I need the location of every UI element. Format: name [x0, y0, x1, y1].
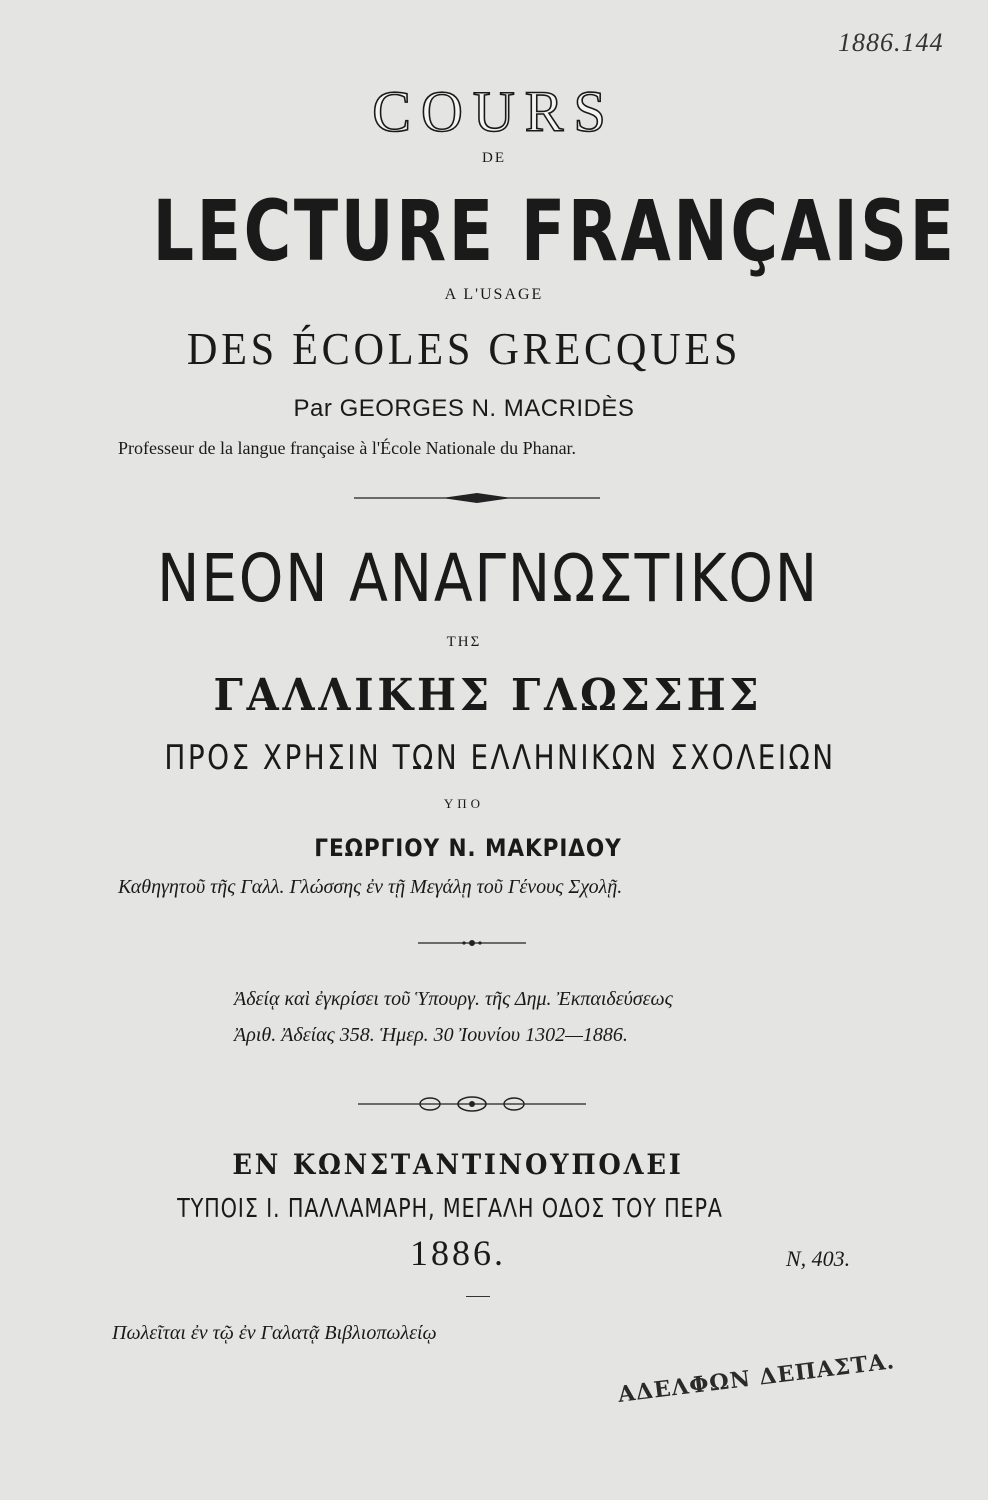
french-title-de: DE: [482, 150, 506, 166]
ornament-scroll: [358, 1094, 586, 1114]
imprint-printer: ΤΥΠΟΙΣ Ι. ΠΑΛΛΑΜΑΡΗ, ΜΕΓΑΛΗ ΟΔΟΣ ΤΟΥ ΠΕΡΑ: [177, 1194, 723, 1224]
greek-title-main: ΝΕΟΝ ΑΝΑΓΝΩΣΤΙΚΟΝ: [157, 540, 819, 617]
french-subtitle-usage: A L'USAGE: [444, 286, 544, 303]
french-author: Par GEORGES N. MACRIDÈS: [293, 395, 635, 422]
greek-title-tes: ΤΗΣ: [446, 634, 482, 650]
imprint-sale: Πωλεῖται ἐν τῷ ἐν Γαλατᾷ Βιβλιοπωλείῳ: [112, 1322, 437, 1344]
french-subtitle-ecoles: DES ÉCOLES GRECQUES: [186, 323, 742, 374]
imprint-year: 1886.: [410, 1233, 506, 1273]
greek-title-language: ΓΑΛΛΙΚΗΣ ΓΛΩΣΣΗΣ: [213, 670, 763, 721]
french-title-cours: COURS: [372, 79, 616, 144]
imprint-place: ΕΝ ΚΩΝΣΤΑΝΤΙΝΟΥΠΟΛΕΙ: [232, 1148, 684, 1181]
approval-line1: Ἀδείᾳ καὶ ἐγκρίσει τοῦ Ὑπουργ. τῆς Δημ. Ἐκπαιδεύσεως: [234, 988, 673, 1010]
imprint-number: Ν, 403.: [786, 1246, 851, 1271]
approval-line2: Ἀριθ. Ἀδείας 358. Ἡμερ. 30 Ἰουνίου 1302—1886.: [234, 1024, 628, 1046]
french-author-role: Professeur de la langue française à l'École Nationale du Phanar.: [118, 438, 577, 458]
greek-subtitle: ΠΡΟΣ ΧΡΗΣΙΝ ΤΩΝ ΕΛΛΗΝΙΚΩΝ ΣΧΟΛΕΙΩΝ: [164, 738, 836, 778]
greek-author: ΓΕΩΡΓΙΟΥ Ν. ΜΑΚΡΙΔΟΥ: [314, 834, 622, 862]
greek-author-role: Καθηγητοῦ τῆς Γαλλ. Γλώσσης ἐν τῇ Μεγάλῃ τοῦ Γένους Σχολῇ.: [118, 876, 623, 898]
short-rule: [466, 1296, 490, 1297]
bookseller-stamp: ΑΔΕΛΦΩΝ ΔΕΠΑΣΤΑ.: [616, 1348, 897, 1408]
french-title-main: LECTURE FRANÇAISE: [152, 182, 957, 280]
ornament-rule: [354, 490, 600, 506]
greek-by: ΥΠΟ: [443, 796, 485, 811]
shelfmark: 1886.144: [838, 28, 944, 57]
ornament-rule-small: [418, 934, 526, 946]
